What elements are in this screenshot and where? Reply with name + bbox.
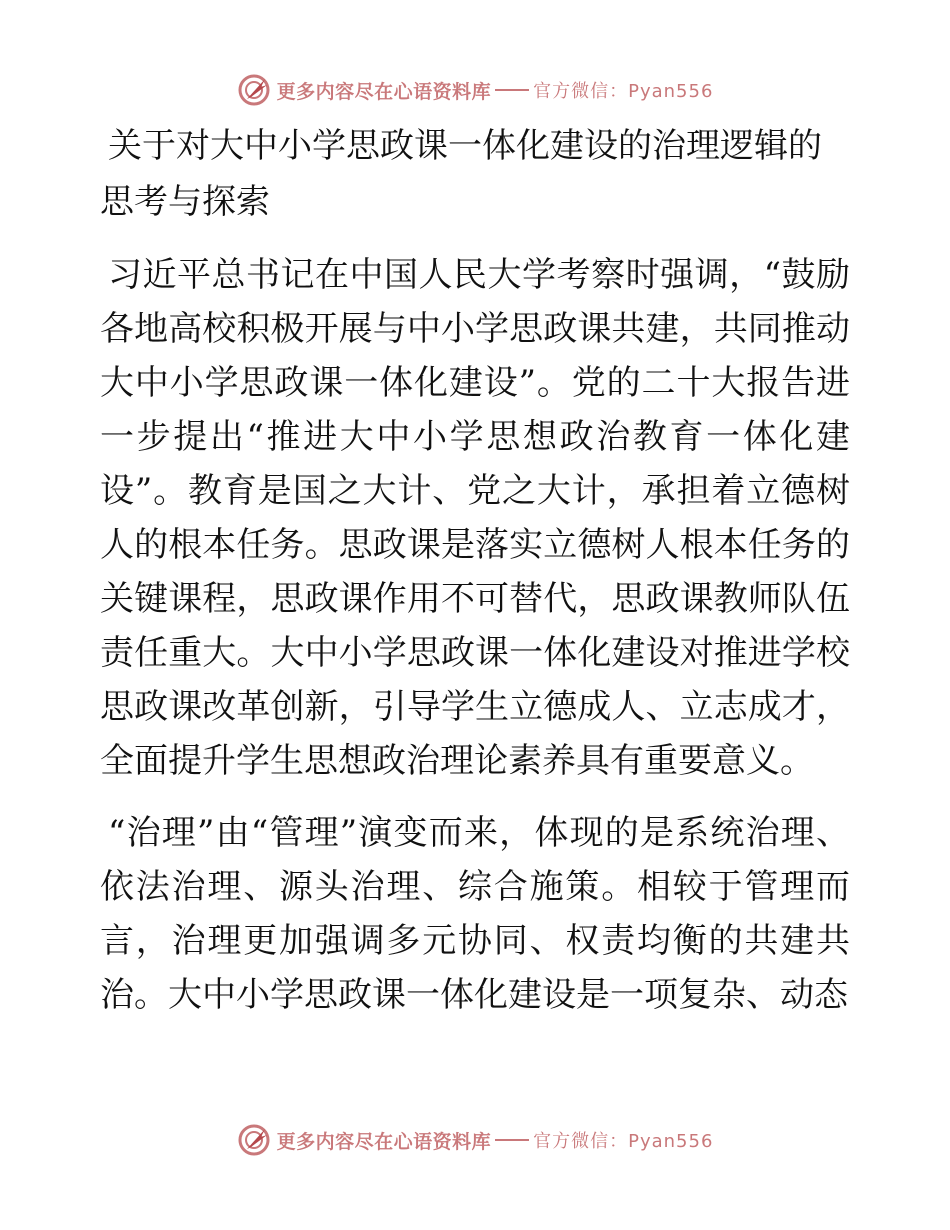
- paragraph-1: 习近平总书记在中国人民大学考察时强调，“鼓励各地高校积极开展与中小学思政课共建，共同推动大中小学思政课一体化建设”。党的二十大报告进一步提出“推进大中小学思想政治教育一体化建设”。教育是国之大计、党之大计，承担着立德树人的根本任务。思政课是落实立德树人根本任务的关键课程，思政课作用不可替代，思政课教师队伍责任重大。大中小学思政课一体化建设对推进学校思政课改革创新，引导学生立德成人、立志成才，全面提升学生思想政治理论素养具有重要意义。: [100, 255, 850, 781]
- banner-wechat-text: 官方微信：Pyan556: [533, 1131, 714, 1152]
- banner-wechat-text: 官方微信：Pyan556: [533, 81, 714, 102]
- banner-main-text: 更多内容尽在心语资料库: [276, 80, 492, 103]
- feather-pen-logo-icon: [237, 1123, 271, 1157]
- banner-dash: [495, 89, 529, 91]
- paragraph-2: “治理”由“管理”演变而来，体现的是系统治理、依法治理、源头治理、综合施策。相较于管理而言，治理更加强调多元协同、权责均衡的共建共治。大中小学思政课一体化建设是一项复杂、动态: [100, 813, 850, 1015]
- footer-watermark: [0, 1120, 950, 1160]
- document-body: [100, 118, 850, 1022]
- banner-dash: [495, 1139, 529, 1141]
- banner-main-text: 更多内容尽在心语资料库: [276, 1130, 492, 1153]
- document-title: 关于对大中小学思政课一体化建设的治理逻辑的思考与探索: [100, 126, 822, 222]
- feather-pen-logo-icon: [237, 73, 271, 107]
- header-watermark: [0, 70, 950, 110]
